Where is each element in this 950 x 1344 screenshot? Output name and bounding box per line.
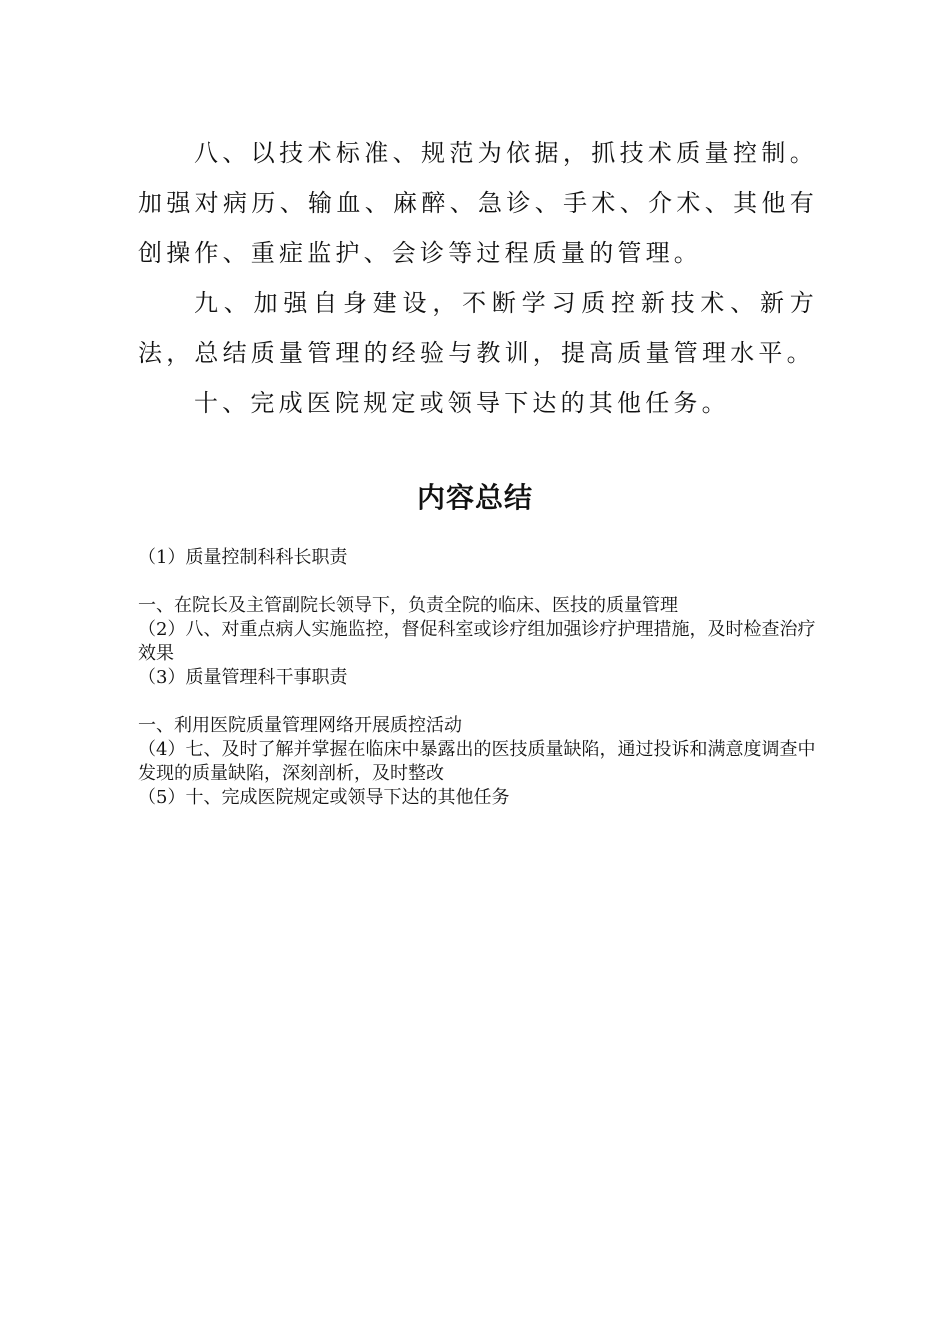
summary-item-1: （1）质量控制科科长职责 — [138, 547, 348, 568]
paragraph-8: 八、以技术标准、规范为依据，抓技术质量控制。加强对病历、输血、麻醉、急诊、手术、介术、其他有创操作、重症监护、会诊等过程质量的管理。 — [138, 139, 818, 267]
summary-gap — [138, 570, 818, 594]
summary-gap — [138, 690, 818, 714]
summary-item-5: 一、利用医院质量管理网络开展质控活动 — [138, 715, 462, 736]
summary-item-3: （2）八、对重点病人实施监控，督促科室或诊疗组加强诊疗护理措施，及时检查治疗效果 — [138, 619, 816, 664]
summary-title: 内容总结 — [416, 481, 533, 514]
paragraph-10: 十、完成医院规定或领导下达的其他任务。 — [194, 389, 730, 417]
paragraph-9: 九、加强自身建设，不断学习质控新技术、新方法，总结质量管理的经验与教训，提高质量管理水平。 — [138, 289, 818, 367]
summary-item-2: 一、在院长及主管副院长领导下，负责全院的临床、医技的质量管理 — [138, 595, 678, 616]
summary-item-4: （3）质量管理科干事职责 — [138, 667, 348, 688]
summary-item-6: （4）七、及时了解并掌握在临床中暴露出的医技质量缺陷，通过投诉和满意度调查中发现的质量缺陷，深刻剖析，及时整改 — [138, 739, 816, 784]
summary-section — [138, 546, 818, 810]
body-section — [138, 128, 818, 428]
summary-item-7: （5）十、完成医院规定或领导下达的其他任务 — [138, 787, 510, 808]
